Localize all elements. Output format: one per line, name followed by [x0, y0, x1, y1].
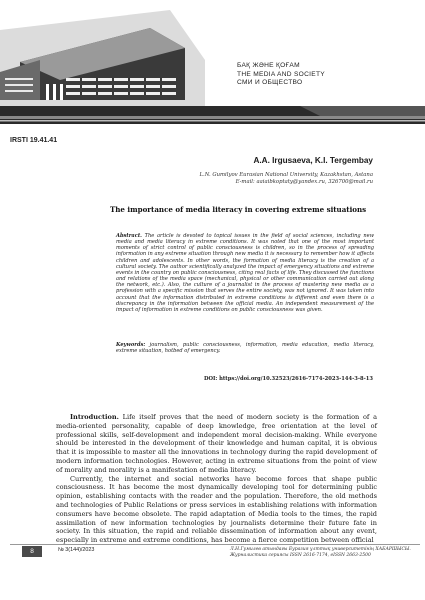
author-affiliation	[143, 172, 373, 186]
introduction-heading: Introduction.	[70, 413, 119, 421]
affiliation-email: E-mail: aaiaibkoptaty@yandex.ru, 326700@mail.ru	[235, 179, 373, 186]
journal-name-russian: СМИ И ОБЩЕСТВО	[237, 79, 303, 87]
affiliation-university: L.N. Gumilyov Eurasian National University, Kazakhstan, Astana	[199, 172, 373, 178]
abstract-label: Abstract.	[116, 233, 142, 239]
footer-issn: Журналистика сериясы ISSN 2616-7174, eISSN 2663-2500	[230, 553, 371, 558]
journal-name-block	[237, 62, 417, 88]
keywords-text: journalism, public consciousness, information, media education, media literacy, extreme situation, hotbed of emergency.	[116, 342, 374, 355]
keywords-label: Keywords:	[116, 342, 146, 348]
journal-logo-building	[0, 0, 205, 112]
article-body	[56, 413, 377, 545]
issue-number: № 3(144)/2023	[58, 547, 95, 553]
page-number-badge: 8	[22, 546, 42, 557]
irsti-code: IRSTI 19.41.41	[10, 137, 58, 144]
abstract-text: The article is devoted to topical issues in the field of social sciences, including new media and media literacy in extreme conditions. It was noted that one of the most important moments of strict control of public consciousness is children, so in the process of spreading information in any extreme situation through new media it is necessary to remember how it affects children and adolescents. In other words, the formation of media literacy is the creation of a cultural society. The author scientifically analyzed the impact of emergency situations and extreme events in the country on public consciousness, citing real facts of life. They discussed the functions and relations of the media space (mechanical, physical or other communication carried out along the network, etc.). Also, the culture of a journalist in the process of mastering new media as a profession with a specific mission that serves the entire society, was not ignored. It was taken into account that the information distributed in extreme conditions is different and even there is a discrepancy in the information between the official media. An independent measurement of the impact of information in extreme conditions on public consciousness was given.	[116, 233, 374, 313]
introduction-text: Life itself proves that the need of modern society is the formation of a media-oriented personality, capable of deep knowledge, free orientation at the level of professional skills, self-development and independent moral decision-making. While everyone should be interested in the development of their knowledge and human capital, it is obvious that it is impossible to master all the innovations in technology during the rapid development of modern information technologies. However, acting in extreme situations from the point of view of morality and morality is a manifestation of media literacy.	[56, 413, 377, 474]
journal-name-english: THE MEDIA AND SOCIETY	[237, 70, 326, 78]
journal-name-kazakh: БАҚ ЖӘНЕ ҚОҒАМ	[237, 62, 300, 69]
body-paragraph	[56, 413, 377, 475]
abstract	[116, 233, 374, 313]
journal-footer-info	[230, 547, 415, 559]
article-title: The importance of media literacy in covering extreme situations	[110, 205, 367, 214]
article-authors: A.A. Irgusaeva, K.I. Tergembay	[253, 156, 373, 165]
footer-divider	[10, 544, 420, 545]
doi-link[interactable]: DOI: https://doi.org/10.32523/2616-7174-2023-144-3-8-13	[203, 376, 373, 382]
footer-journal-name: Л.Н.Гумилев атындағы Еуразия ұлттық университетінің ХАБАРШЫСЫ.	[230, 547, 411, 552]
keywords	[116, 342, 374, 354]
header-band	[0, 106, 425, 124]
body-paragraph: Currently, the internet and social networks have become forces that shape public consciousness. It has become the most dynamically developing tool for determining public opinion, establishing contacts with the reader and the population. Therefore, the old methods and technologies of Public Relations or press services in establishing relations with information consumers have become obsolete. The rapid adaptation of Media tools to the times, the rapid assimilation of new information technologies by journalists determine their future fate in society. In this situation, the rapid and reliable dissemination of information about any event, especially in extreme and extreme conditions, has become a fierce competition between official	[56, 474, 377, 545]
